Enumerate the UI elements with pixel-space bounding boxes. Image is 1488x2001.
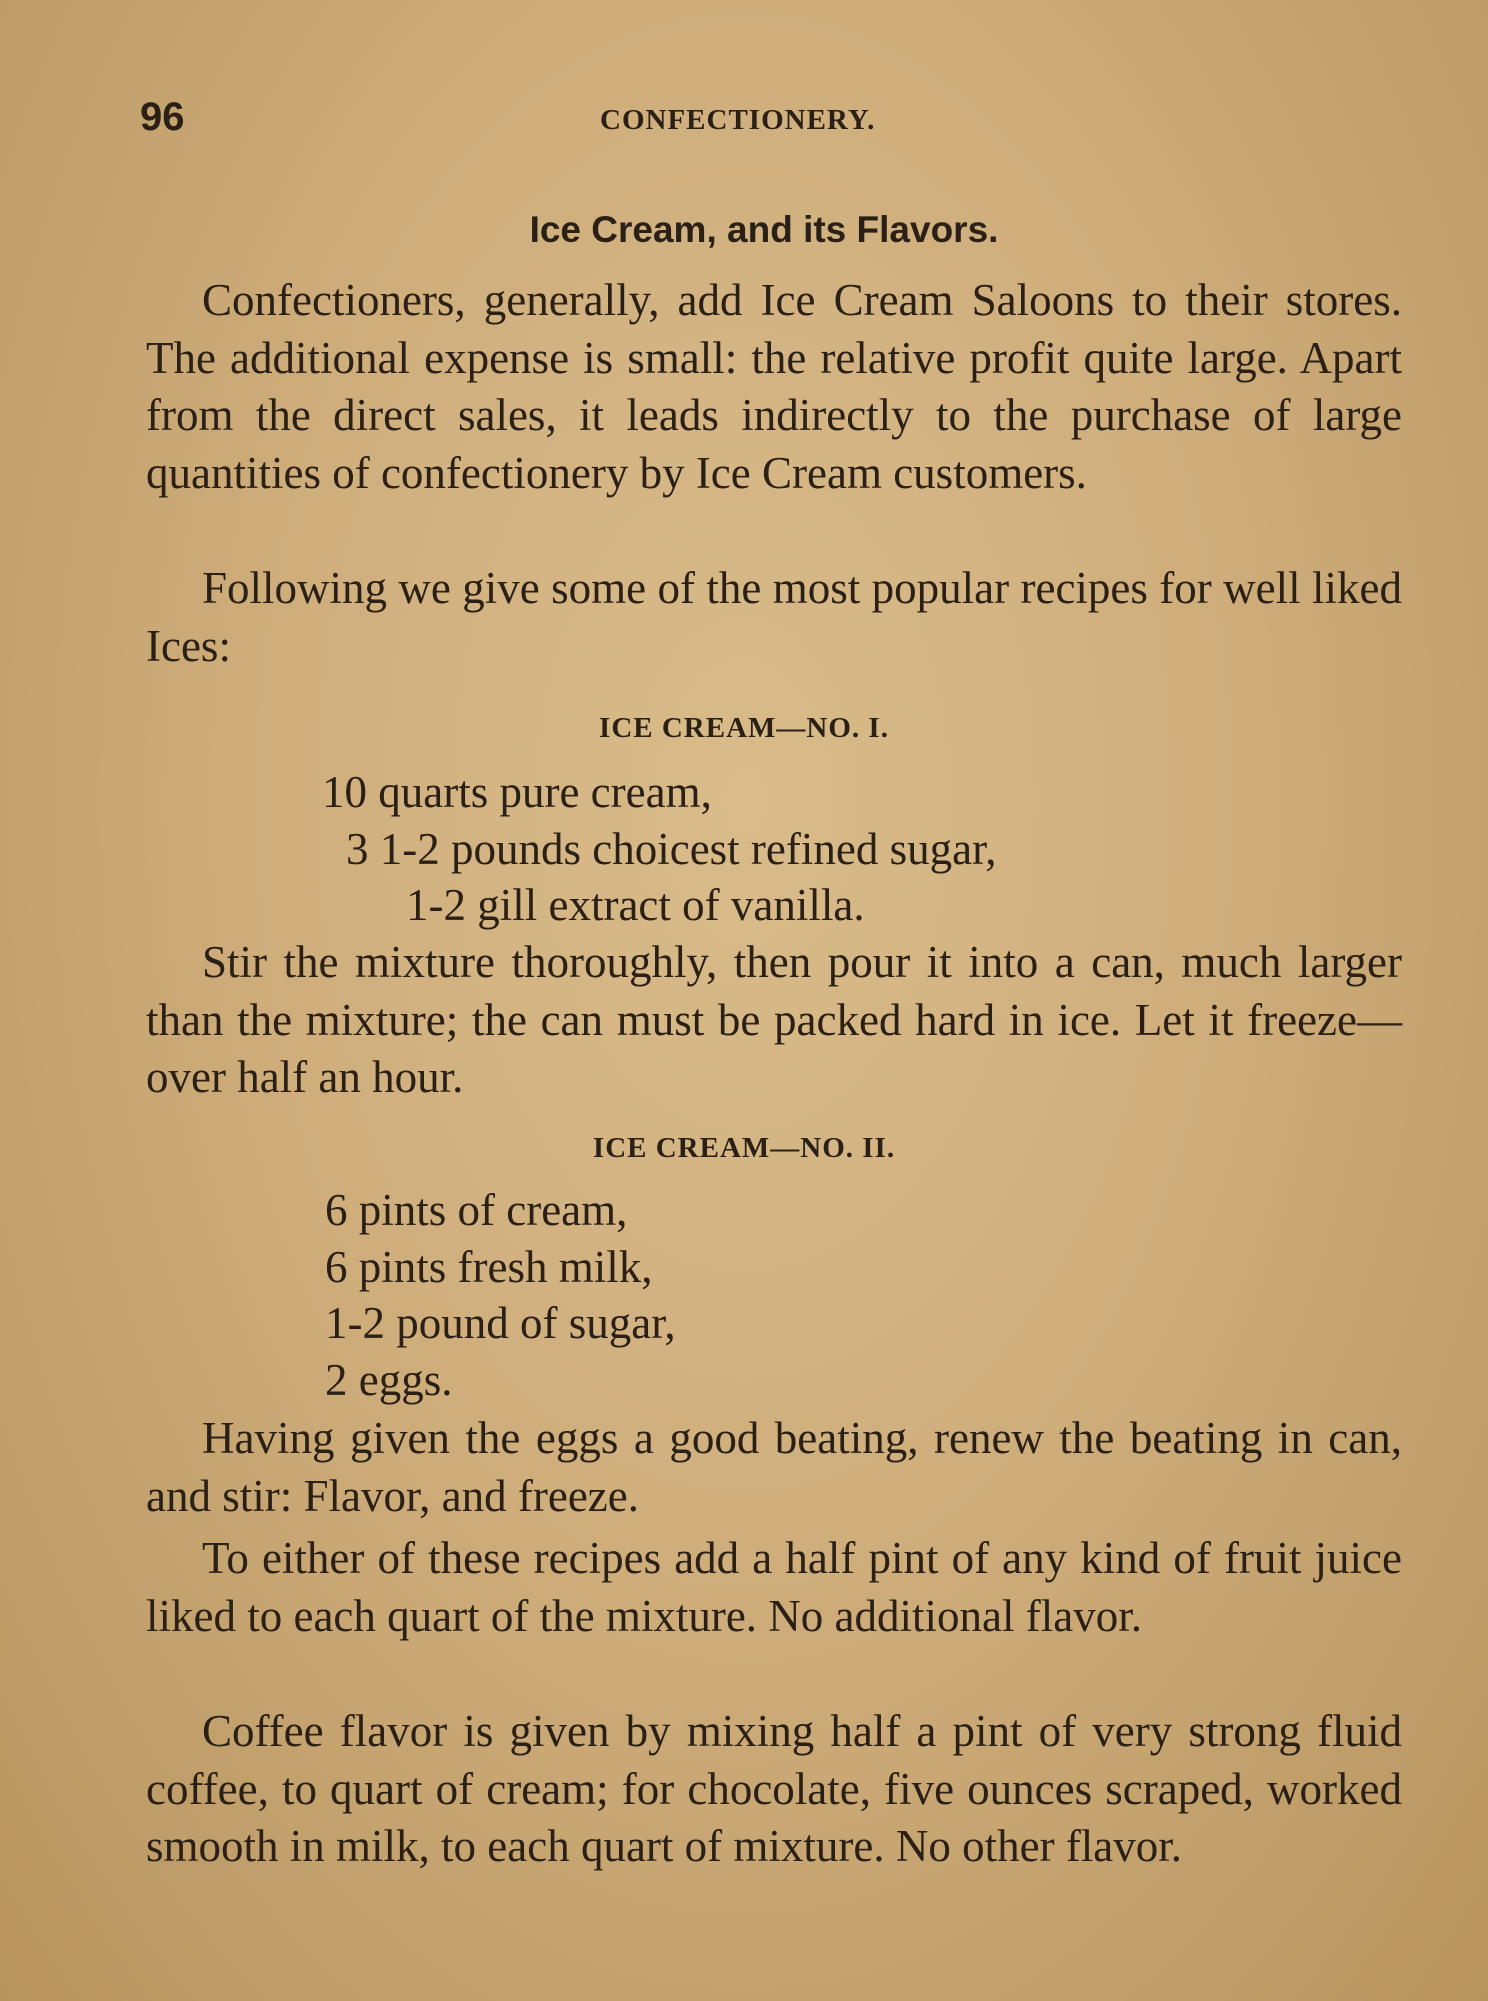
recipe-1-directions: Stir the mixture thoroughly, then pour it into a can, much larger than the mixture; the can must be packed hard in ice. Let it freeze—over half an hour. xyxy=(146,937,1402,1102)
recipe-1-heading: ICE CREAM—NO. I. xyxy=(599,712,889,744)
following-paragraph: Following we give some of the most popular recipes for well liked Ices: xyxy=(146,563,1402,671)
recipe-2-ingredient: 6 pints fresh milk, xyxy=(325,1242,653,1292)
intro-paragraph: Confectioners, generally, add Ice Cream Saloons to their stores. The additional expense is small: the relative profit quite large. Apart from the direct sales, it leads indirectly to the purchase of large quantities of confectionery by Ice Cream customers. xyxy=(146,275,1402,498)
recipe-1-ingredient: 10 quarts pure cream, xyxy=(322,767,712,817)
recipe-2-ingredient: 2 eggs. xyxy=(325,1355,453,1405)
running-head: CONFECTIONERY. xyxy=(600,104,876,136)
recipe-2-directions: Having given the eggs a good beating, renew the beating in can, and stir: Flavor, and freeze. xyxy=(146,1413,1402,1521)
page-header xyxy=(140,92,1410,142)
coffee-chocolate-paragraph: Coffee flavor is given by mixing half a pint of very strong fluid coffee, to quart of cream; for chocolate, five ounces scraped, worked smooth in milk, to each quart of mixture. No other flavor. xyxy=(146,1706,1402,1871)
fruit-juice-paragraph: To either of these recipes add a half pint of any kind of fruit juice liked to each quart of the mixture. No additional flavor. xyxy=(146,1533,1402,1641)
recipe-1-ingredient: 1-2 gill extract of vanilla. xyxy=(406,880,865,930)
recipe-2-heading: ICE CREAM—NO. II. xyxy=(592,1132,896,1164)
section-title: Ice Cream, and its Flavors. xyxy=(529,209,999,250)
recipe-2-ingredient: 1-2 pound of sugar, xyxy=(325,1298,676,1348)
recipe-1-ingredient: 3 1-2 pounds choicest refined sugar, xyxy=(346,824,997,874)
recipe-2-ingredient: 6 pints of cream, xyxy=(325,1185,628,1235)
page-number: 96 xyxy=(140,95,185,139)
